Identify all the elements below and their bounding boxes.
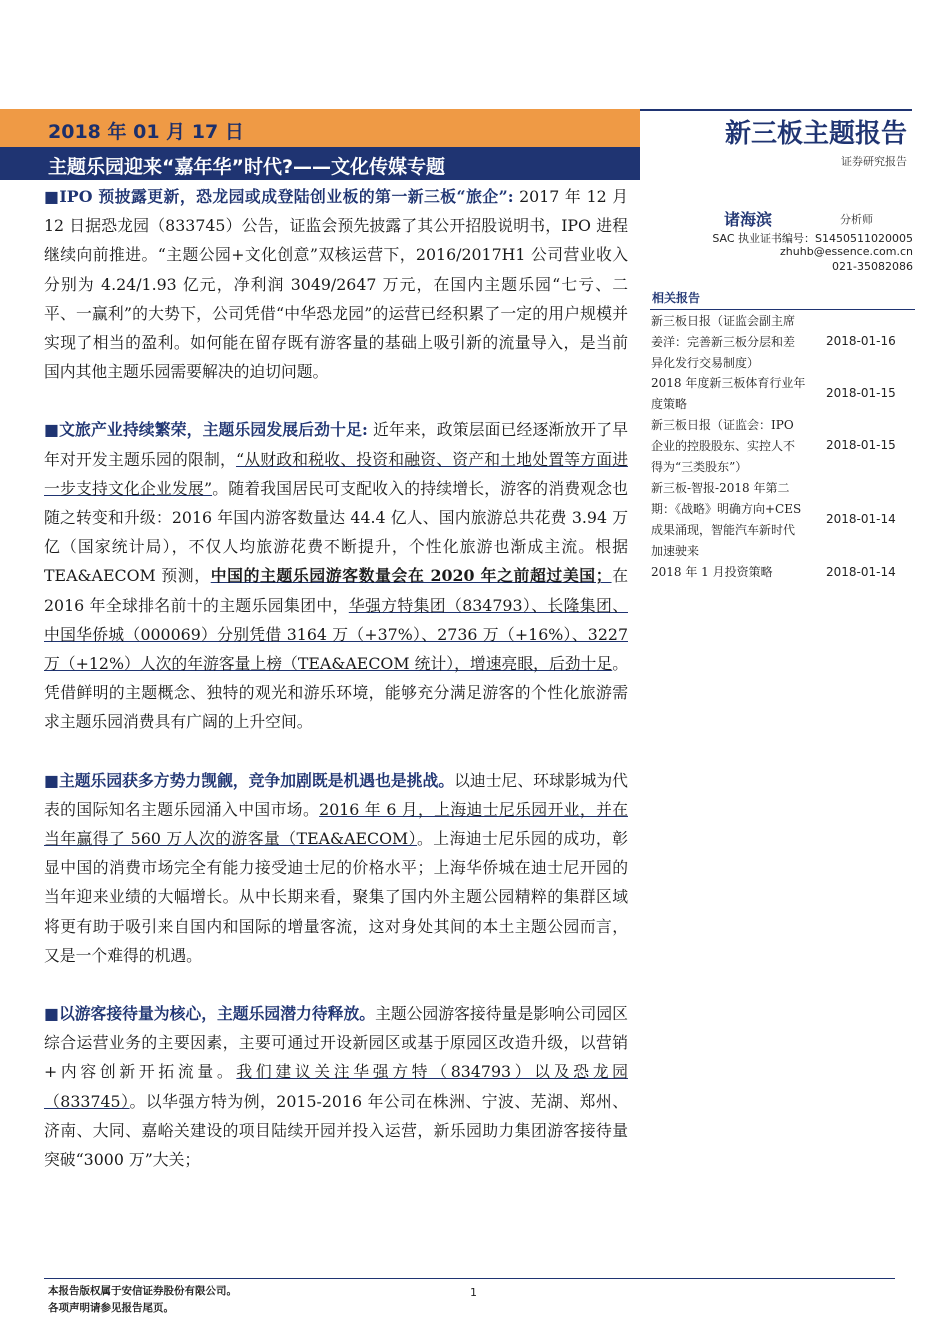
body-paragraph [44,415,628,736]
report-title: 主题乐园迎来“嘉年华”时代?——文化传媒专题 [48,156,445,178]
report-date: 2018 年 01 月 17 日 [48,121,244,143]
body-text: 在 2016 年全球排名前十的主题乐园集团中， [44,566,628,615]
body-text: 主题公园游客接待量是影响公司园区综合运营业务的主要因素，主要可通过开设新园区或基于原园区改造升级，以营销+内容创新开拓流量。 [44,1004,628,1082]
related-report-line[interactable]: 成果涌现，智能汽车新时代 [651,523,796,537]
related-reports-title: 相关报告 [652,291,701,305]
body-text: 。凭借鲜明的主题概念、独特的观光和游乐环境，能够充分满足游客的个性化旅游需求主题乐园消费具有广阔的上升空间。 [44,654,628,732]
related-report-line[interactable]: 度策略 [651,397,688,411]
paragraph-gap [44,970,628,999]
paragraph-gap [44,737,628,766]
highlighted-text: 我们建议关注华强方特（834793）以及恐龙园（833745） [44,1062,628,1111]
footer-disclaimer: 各项声明请参见报告尾页。 [48,1302,174,1314]
bullet-square-icon: ■ [44,420,60,440]
body-paragraph [44,999,628,1174]
paragraph-lead: 以游客接待量为核心，主题乐园潜力待释放。 [58,1004,376,1024]
related-report-line[interactable]: 加速驶来 [651,544,700,558]
related-report-line[interactable]: 企业的控股股东、实控人不 [651,439,796,453]
body-paragraph [44,182,628,386]
body-text: 。以华强方特为例，2015-2016 年公司在株洲、宁波、芜湖、郑州、济南、大同、嘉峪关建设的项目陆续开园并投入运营，新乐园助力集团游客接待量突破“3000 万”大关； [44,1091,628,1170]
analyst-email[interactable]: zhuhb@essence.com.cn [780,245,913,258]
bullet-square-icon: ■ [44,187,60,206]
highlighted-text: 中国的主题乐园游客数量会在 2020 年之前超过美国； [210,566,612,586]
analyst-name: 诸海滨 [724,210,773,229]
related-report-date: 2018-01-15 [826,386,896,400]
related-report-line[interactable]: 2018 年 1 月投资策略 [651,565,773,579]
related-report-line[interactable]: 异化发行交易制度） [651,356,760,370]
related-report-line[interactable]: 得为“三类股东”） [651,460,748,474]
related-report-date: 2018-01-14 [826,512,896,526]
footer-rule [44,1278,895,1279]
related-report-line[interactable]: 新三板日报（证监会：IPO [651,418,794,432]
analyst-phone: 021-35082086 [832,260,913,273]
analyst-cert: SAC 执业证书编号：S1450511020005 [712,232,913,245]
highlighted-text: “从财政和税收、投资和融资、资产和土地处置等方面进一步支持文化企业发展” [44,449,628,498]
paragraph-lead: 文旅产业持续繁荣，主题乐园发展后劲十足: [59,420,368,440]
page-number: 1 [470,1286,477,1299]
body-text: 。上海迪士尼乐园的成功，彰显中国的消费市场完全有能力接受迪士尼的价格水平；上海华侨城在迪士尼开园的当年迎来业绩的大幅增长。从中长期来看，聚集了国内外主题公园精粹的集群区域将更有助于吸引来自国内和国际的增量客流，这对身处其间的本土主题公园而言，又是一个难得的机遇。 [44,829,628,965]
bullet-square-icon: ■ [44,770,59,790]
body-paragraph [44,766,628,970]
related-report-line[interactable]: 姜洋：完善新三板分层和差 [651,335,796,349]
bullet-square-icon: ■ [44,1004,59,1024]
related-report-date: 2018-01-15 [826,438,896,452]
related-report-line[interactable]: 期：《战略》明确方向+CES [651,502,802,516]
paragraph-lead: IPO 预披露更新，恐龙园或成登陆创业板的第一新三板“旅企”: [59,187,514,206]
body-text: 。随着我国居民可支配收入的持续增长，游客的消费观念也随之转变和升级：2016 年国内游客数量达 44.4 亿人、国内旅游总共花费 3.94 万亿（国家统计局），不仅人均旅游花费不断提升，个性化旅游也渐成主流。根据 TEA&AECOM 预测， [44,478,628,586]
body-text: 2017 年 12 月 12 日据恐龙园（833745）公告，证监会预先披露了其公开招股说明书，IPO 进程继续向前推进。“主题公园+文化创意”双核运营下，2016/2017H1 公司营业收入分别为 4.24/1.93 亿元，净利润 3049/2647 万元，在国内主题乐园“七亏、二平、一赢利”的大势下，公司凭借“中华恐龙园”的运营已经积累了一定的用户规模并实现了相当的盈利。如何能在留存既有游客量的基础上吸引新的流量导入，是当前国内其他主题乐园需要解决的迫切问题。 [44,187,628,382]
related-reports-rule [650,309,915,310]
report-subtype: 证券研究报告 [841,155,907,168]
related-report-date: 2018-01-14 [826,565,896,579]
footer-copyright: 本报告版权属于安信证券股份有限公司。 [48,1285,237,1297]
related-report-date: 2018-01-16 [826,334,896,348]
header-rule [640,109,912,111]
report-type-heading: 新三板主题报告 [724,119,907,149]
paragraph-lead: 主题乐园获多方势力觊觎，竞争加剧既是机遇也是挑战。 [58,770,455,790]
report-body [44,182,628,1174]
related-report-line[interactable]: 新三板日报（证监会副主席 [651,314,796,328]
highlighted-text: 华强方特集团（834793）、长隆集团、中国华侨城（000069）分别凭借 3164 万（+37%）、2736 万（+16%）、3227 万（+12%）人次的年游客量上榜（TEA&AECOM 统计），增速亮眼，后劲十足 [44,595,628,674]
related-report-line[interactable]: 2018 年度新三板体育行业年 [651,376,806,390]
highlighted-text: 2016 年 6 月，上海迪士尼乐园开业，并在当年赢得了 560 万人次的游客量（TEA&AECOM） [44,799,628,849]
related-report-line[interactable]: 新三板-智报-2018 年第二 [651,481,790,495]
body-text: 以迪士尼、环球影城为代表的国际知名主题乐园涌入中国市场。 [44,770,628,819]
body-text: 近年来，政策层面已经逐渐放开了早年对开发主题乐园的限制， [44,420,628,469]
analyst-role: 分析师 [840,213,873,226]
paragraph-gap [44,386,628,415]
